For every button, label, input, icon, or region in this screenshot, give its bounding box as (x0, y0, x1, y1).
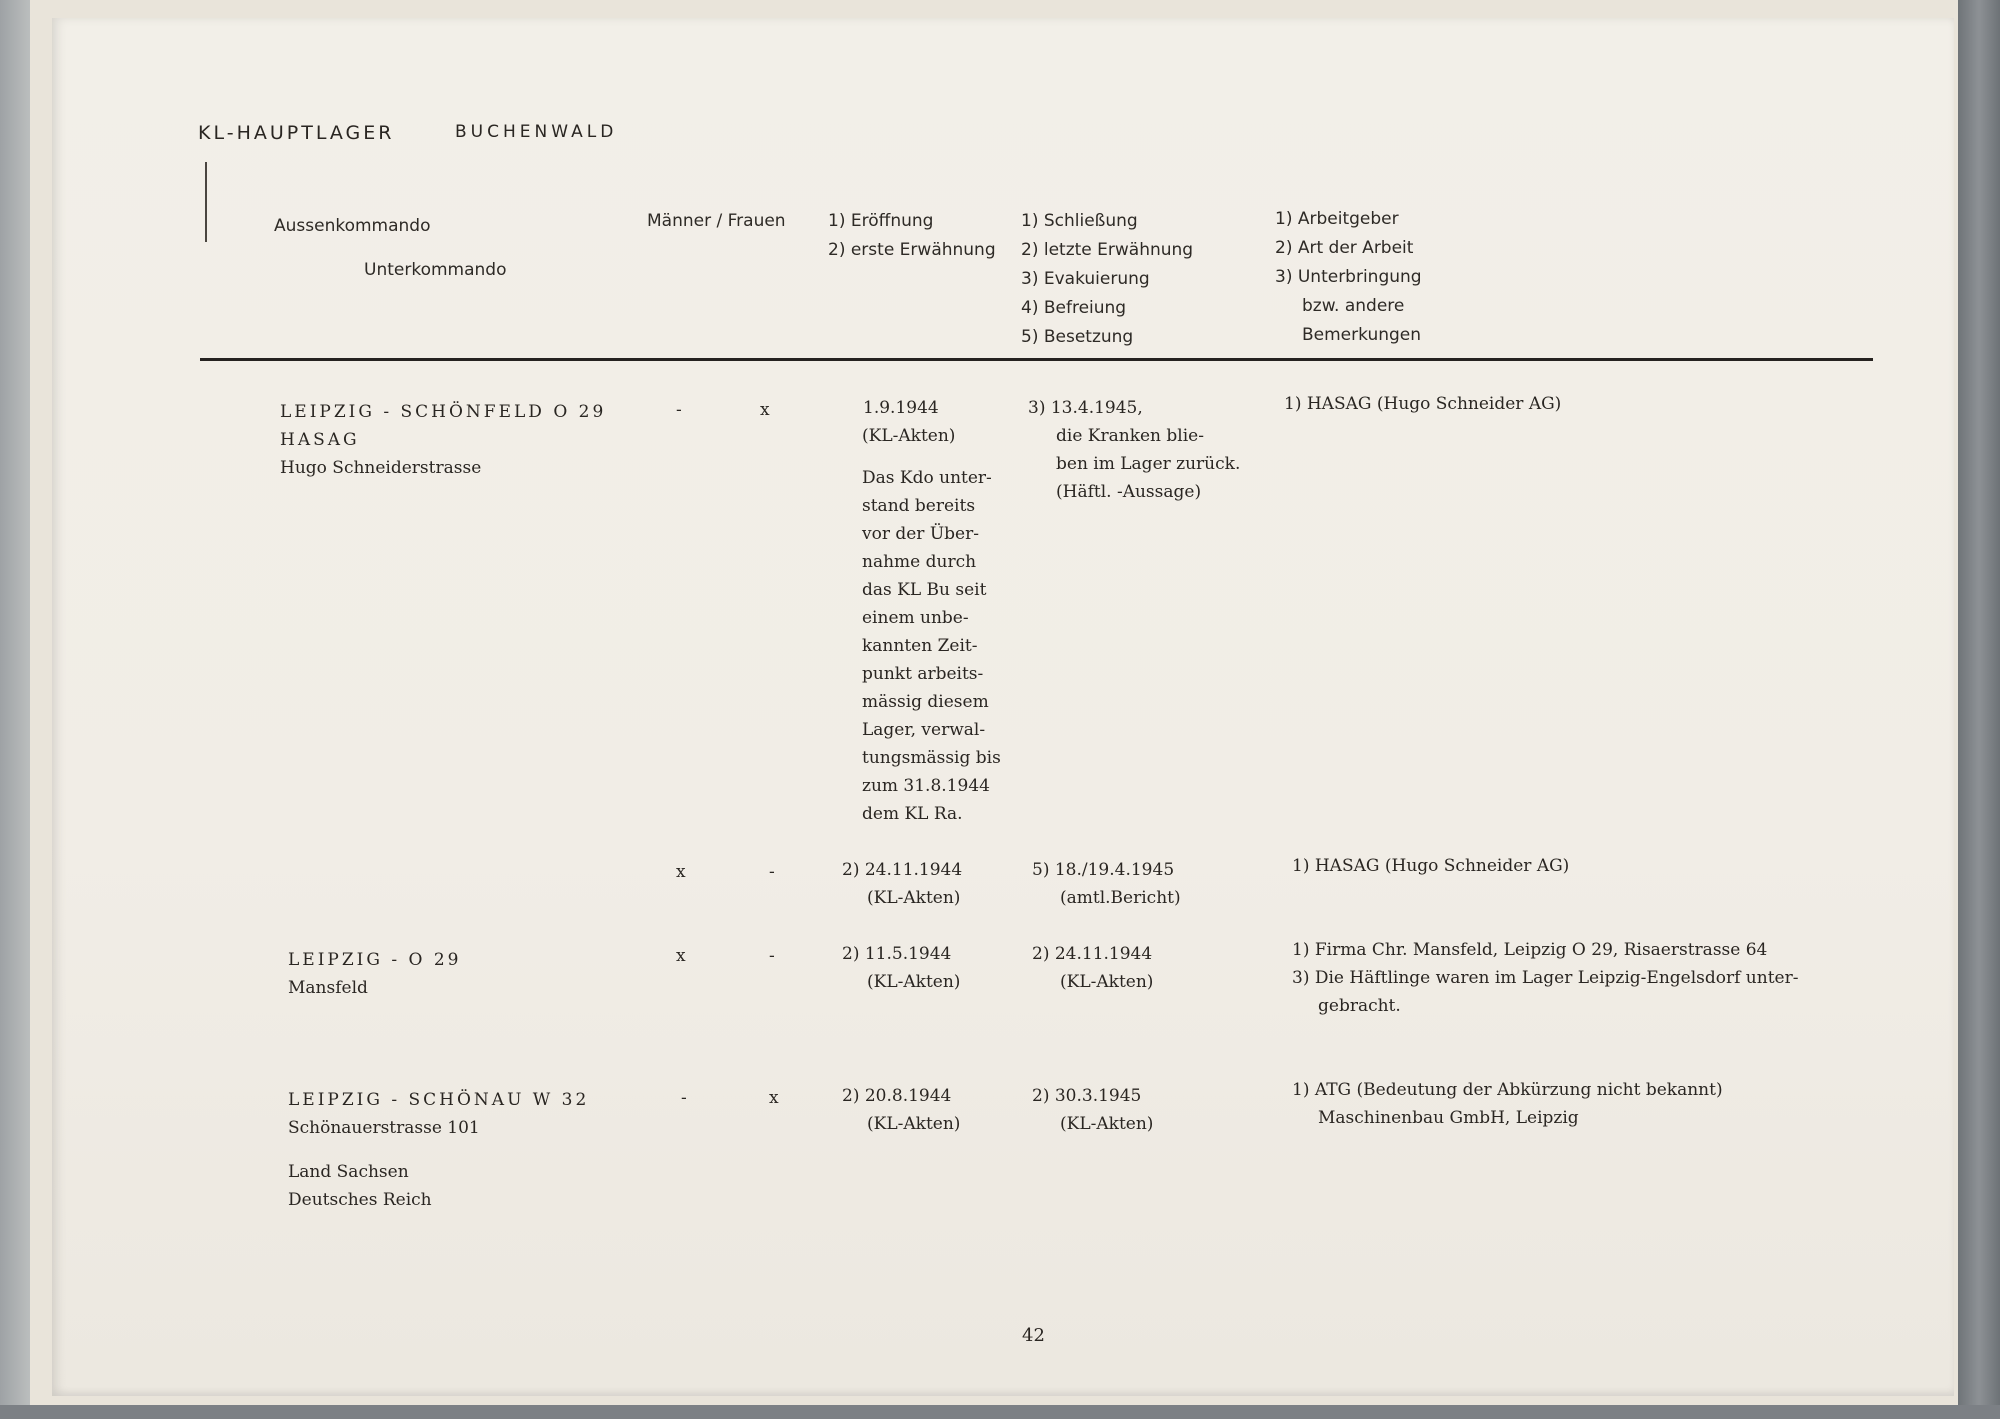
source-line: (KL-Akten) (862, 426, 956, 446)
header-line: 2) Art der Arbeit (1275, 238, 1414, 258)
header-line: 1) Schließung (1021, 211, 1138, 231)
entry-2-men: x (676, 862, 686, 882)
entry-3-women: - (769, 946, 775, 966)
remark-line: gebracht. (1318, 996, 1401, 1016)
remark-line: Maschinenbau GmbH, Leipzig (1318, 1108, 1579, 1128)
header-line: Bemerkungen (1302, 325, 1422, 345)
note-line: tungsmässig bis (862, 748, 1001, 768)
entry-3-remarks (1292, 936, 1798, 1020)
entry-4-women: x (769, 1088, 779, 1108)
kommando-name: LEIPZIG - O 29 (288, 950, 462, 970)
camp-type-title: KL-HAUPTLAGER (198, 122, 395, 144)
header-line: 4) Befreiung (1021, 298, 1127, 318)
page-number: 42 (1022, 1325, 1045, 1346)
entry-2-women: - (769, 862, 775, 882)
remark-line: 1) Firma Chr. Mansfeld, Leipzig O 29, Risaerstrasse 64 (1292, 940, 1768, 960)
header-line: 2) letzte Erwähnung (1021, 240, 1194, 260)
header-line: 1) Eröffnung (828, 211, 934, 231)
subkommando-line: HASAG (280, 430, 360, 450)
entry-3-location (288, 946, 461, 1002)
header-line: 5) Besetzung (1021, 327, 1134, 347)
entry-3-men: x (676, 946, 686, 966)
date-line: 2) 24.11.1944 (842, 860, 963, 880)
remark-line: 1) ATG (Bedeutung der Abkürzung nicht bekannt) (1292, 1080, 1723, 1100)
entry-4-closing (1032, 1082, 1153, 1138)
header-line: 3) Evakuierung (1021, 269, 1150, 289)
column-header-gender: Männer / Frauen (647, 211, 786, 231)
kommando-name: LEIPZIG - SCHÖNAU W 32 (288, 1090, 590, 1110)
note-line: kannten Zeit- (862, 636, 978, 656)
entry-2-closing (1032, 856, 1181, 912)
header-line: 1) Arbeitgeber (1275, 209, 1399, 229)
note-line: einem unbe- (862, 608, 969, 628)
note-line: mässig diesem (862, 692, 989, 712)
entry-4-location (288, 1086, 589, 1214)
entry-4-men: - (681, 1088, 687, 1108)
entry-3-closing (1032, 940, 1153, 996)
kommando-name: LEIPZIG - SCHÖNFELD O 29 (280, 402, 607, 422)
column-header-opening (828, 207, 996, 265)
remark-line: 1) HASAG (Hugo Schneider AG) (1292, 856, 1570, 876)
entry-2-opening (842, 856, 962, 912)
note-line: die Kranken blie- (1056, 426, 1204, 446)
date-line: 2) 24.11.1944 (1032, 944, 1153, 964)
entry-3-opening (842, 940, 960, 996)
note-line: (Häftl. -Aussage) (1056, 482, 1202, 502)
date-line: 3) 13.4.1945, (1028, 398, 1143, 418)
entry-4-opening (842, 1082, 960, 1138)
note-line: Lager, verwal- (862, 720, 986, 740)
source-line: (KL-Akten) (867, 888, 961, 908)
column-header-unterkommando: Unterkommando (364, 260, 507, 280)
note-line: stand bereits (862, 496, 976, 516)
note-line: punkt arbeits- (862, 664, 984, 684)
region-line: Land Sachsen (288, 1162, 409, 1182)
region-line: Deutsches Reich (288, 1190, 432, 1210)
entry-1-location (280, 398, 606, 482)
source-line: (KL-Akten) (1060, 1114, 1154, 1134)
date-line: 2) 20.8.1944 (842, 1086, 952, 1106)
source-line: (KL-Akten) (867, 972, 961, 992)
source-line: (amtl.Bericht) (1060, 888, 1181, 908)
header-line: bzw. andere (1302, 296, 1405, 316)
date-line: 1.9.1944 (863, 398, 939, 418)
entry-1-women: x (760, 400, 770, 420)
remark-line: 3) Die Häftlinge waren im Lager Leipzig-Engelsdorf unter- (1292, 968, 1799, 988)
note-line: nahme durch (862, 552, 977, 572)
entry-1-opening (862, 394, 1001, 828)
bleed-through-text (1480, 112, 1485, 140)
subkommando-line: Hugo Schneiderstrasse (280, 458, 482, 478)
entry-1-closing (1028, 394, 1240, 506)
entry-1-remarks (1284, 390, 1561, 418)
header-line: 3) Unterbringung (1275, 267, 1422, 287)
subkommando-line: Schönauerstrasse 101 (288, 1118, 480, 1138)
header-line: 2) erste Erwähnung (828, 240, 996, 260)
column-header-aussenkommando: Aussenkommando (274, 216, 431, 236)
date-line: 5) 18./19.4.1945 (1032, 860, 1175, 880)
remark-line: 1) HASAG (Hugo Schneider AG) (1284, 394, 1562, 414)
subkommando-line: Mansfeld (288, 978, 368, 998)
date-line: 2) 30.3.1945 (1032, 1086, 1142, 1106)
bottom-edge (0, 1405, 2000, 1419)
binder-rail (1958, 0, 2000, 1419)
note-line: vor der Über- (862, 524, 979, 544)
header-rule (200, 358, 1873, 361)
note-line: das KL Bu seit (862, 580, 987, 600)
note-line: ben im Lager zurück. (1056, 454, 1241, 474)
column-header-closing (1021, 207, 1193, 352)
source-line: (KL-Akten) (867, 1114, 961, 1134)
source-line: (KL-Akten) (1060, 972, 1154, 992)
entry-4-remarks (1292, 1076, 1723, 1132)
date-line: 2) 11.5.1944 (842, 944, 952, 964)
entry-2-remarks (1292, 852, 1569, 880)
margin-line (205, 162, 207, 242)
column-header-remarks (1275, 205, 1422, 350)
camp-name: BUCHENWALD (455, 122, 618, 142)
note-line: dem KL Ra. (862, 804, 963, 824)
note-line: Das Kdo unter- (862, 468, 992, 488)
note-line: zum 31.8.1944 (862, 776, 990, 796)
entry-1-men: - (676, 400, 682, 420)
